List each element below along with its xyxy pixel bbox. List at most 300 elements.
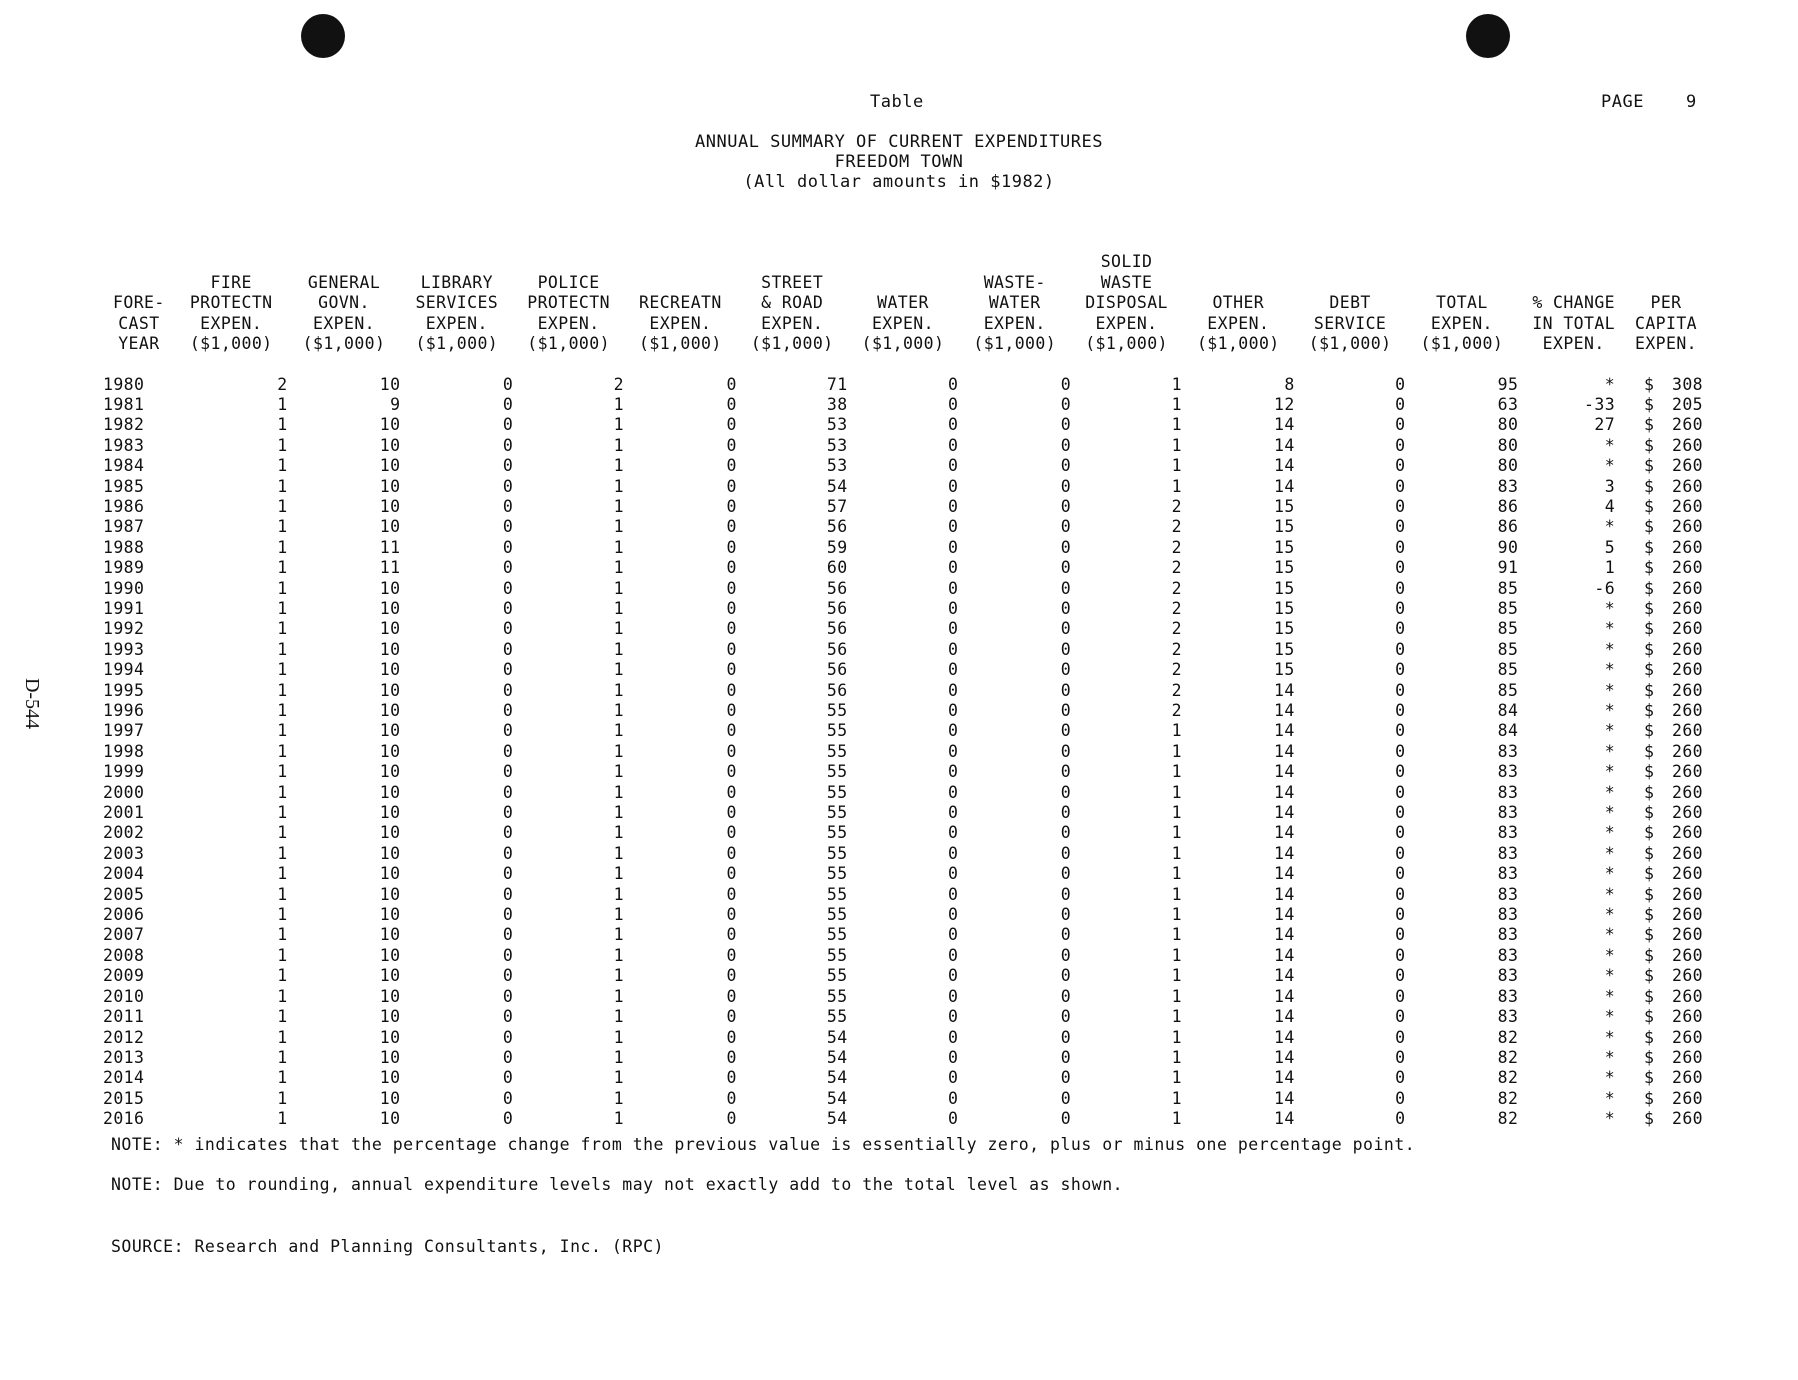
value-cell: 0 xyxy=(502,415,514,435)
value-cell: 0 xyxy=(502,864,514,884)
value-cell: 10 xyxy=(379,680,401,700)
value-cell: 1 xyxy=(277,884,288,904)
value-cell: 0 xyxy=(502,721,514,741)
value-cell: 1 xyxy=(613,639,624,659)
value-cell: 1 xyxy=(613,905,624,925)
value-cell: 56 xyxy=(826,680,848,700)
header-row xyxy=(103,334,1703,375)
value-cell: 15 xyxy=(1274,639,1295,659)
year-cell: 2011 xyxy=(103,1007,145,1027)
value-cell: 0 xyxy=(726,1068,737,1088)
value-cell: 14 xyxy=(1274,925,1295,945)
per-capita-value: 260 xyxy=(1671,619,1703,639)
value-cell: 1 xyxy=(1171,721,1182,741)
value-cell: 10 xyxy=(379,1027,401,1047)
per-capita-cell xyxy=(1629,905,1703,925)
value-cell: 53 xyxy=(826,415,848,435)
value-cell: 11 xyxy=(379,537,401,557)
table-row xyxy=(103,803,1703,823)
table-row xyxy=(103,844,1703,864)
value-cell: 91 xyxy=(1497,558,1519,578)
value-cell: 83 xyxy=(1497,945,1519,965)
value-cell: 83 xyxy=(1497,925,1519,945)
value-cell: 1 xyxy=(613,945,624,965)
value-cell: 0 xyxy=(947,435,959,455)
value-cell: 0 xyxy=(502,905,514,925)
source-line: SOURCE: Research and Planning Consultants, Inc. (RPC) xyxy=(111,1237,664,1256)
value-cell: * xyxy=(1604,782,1616,802)
table-header xyxy=(103,252,1703,375)
table-row xyxy=(103,987,1703,1007)
value-cell: 1 xyxy=(613,1047,624,1067)
column-header-cell: WATER xyxy=(877,293,929,312)
year-cell: 1987 xyxy=(103,517,145,537)
value-cell: 0 xyxy=(1395,945,1406,965)
year-cell: 2013 xyxy=(103,1047,145,1067)
value-cell: 2 xyxy=(1171,598,1182,618)
value-cell: 0 xyxy=(726,394,737,414)
value-cell: 85 xyxy=(1497,680,1519,700)
year-cell: 2009 xyxy=(103,966,145,986)
value-cell: 0 xyxy=(726,823,737,843)
value-cell: 0 xyxy=(1060,537,1072,557)
value-cell: 0 xyxy=(1395,966,1406,986)
per-capita-cell xyxy=(1629,1007,1703,1027)
value-cell: 0 xyxy=(726,619,737,639)
value-cell: 83 xyxy=(1497,762,1519,782)
value-cell: 0 xyxy=(502,701,514,720)
value-cell: 0 xyxy=(947,517,959,537)
value-cell: 83 xyxy=(1497,966,1519,986)
column-header-cell: IN TOTAL xyxy=(1532,313,1616,333)
dollar-sign: $ xyxy=(1643,415,1655,435)
dollar-sign: $ xyxy=(1643,598,1655,618)
value-cell: 10 xyxy=(379,496,401,516)
value-cell: 1 xyxy=(277,1047,288,1067)
value-cell: 1 xyxy=(1171,782,1182,802)
value-cell: 82 xyxy=(1497,1109,1519,1129)
value-cell: 0 xyxy=(1060,1088,1072,1108)
page-label: PAGE xyxy=(1601,92,1644,112)
value-cell: 1 xyxy=(277,843,288,863)
value-cell: 0 xyxy=(502,945,514,965)
dollar-sign: $ xyxy=(1643,1068,1655,1088)
per-capita-cell xyxy=(1629,1089,1703,1109)
dollar-sign: $ xyxy=(1643,721,1655,741)
column-header-cell: ($1,000) xyxy=(861,334,945,353)
value-cell: 86 xyxy=(1497,496,1519,516)
column-header-cell: ($1,000) xyxy=(639,334,722,353)
value-cell: 1 xyxy=(1171,884,1182,904)
table-row xyxy=(103,681,1703,701)
value-cell: 55 xyxy=(826,843,848,863)
value-cell: 8 xyxy=(1284,374,1295,394)
table-row xyxy=(103,966,1703,986)
year-cell: 2004 xyxy=(103,864,145,884)
per-capita-value: 260 xyxy=(1671,966,1703,986)
value-cell: 0 xyxy=(726,1007,737,1027)
value-cell: 0 xyxy=(947,843,959,863)
dollar-sign: $ xyxy=(1643,680,1655,700)
value-cell: 56 xyxy=(826,598,848,618)
value-cell: 1 xyxy=(277,721,288,741)
value-cell: 0 xyxy=(1395,1068,1406,1088)
value-cell: 1 xyxy=(613,680,624,700)
value-cell: 1 xyxy=(277,517,288,537)
value-cell: 10 xyxy=(379,1109,401,1129)
value-cell: 85 xyxy=(1497,639,1519,659)
value-cell: 1 xyxy=(613,782,624,802)
value-cell: 1 xyxy=(613,741,624,761)
value-cell: 0 xyxy=(1060,1068,1072,1088)
value-cell: 0 xyxy=(947,476,959,496)
value-cell: 1 xyxy=(277,1027,288,1047)
value-cell: 0 xyxy=(947,762,959,782)
value-cell: 1 xyxy=(1171,1007,1182,1027)
value-cell: 83 xyxy=(1497,843,1519,863)
column-header-cell: GOVN. xyxy=(318,293,370,312)
value-cell: 55 xyxy=(826,905,848,925)
value-cell: 0 xyxy=(502,762,514,782)
value-cell: 0 xyxy=(726,374,737,394)
year-cell: 2012 xyxy=(103,1027,145,1047)
value-cell: 10 xyxy=(379,762,401,782)
value-cell: 0 xyxy=(1395,1088,1406,1108)
title-line-1: ANNUAL SUMMARY OF CURRENT EXPENDITURES xyxy=(695,132,1103,152)
dollar-sign: $ xyxy=(1643,496,1655,516)
column-header-cell: EXPEN. xyxy=(1635,334,1698,353)
value-cell: 56 xyxy=(826,517,848,537)
value-cell: 0 xyxy=(1060,966,1072,986)
per-capita-cell xyxy=(1629,640,1703,660)
value-cell: 1 xyxy=(613,517,624,537)
per-capita-cell xyxy=(1629,681,1703,701)
value-cell: 0 xyxy=(1395,762,1406,782)
value-cell: 14 xyxy=(1274,843,1295,863)
value-cell: * xyxy=(1604,435,1616,455)
table-row xyxy=(103,1007,1703,1027)
value-cell: 14 xyxy=(1274,415,1295,435)
column-header-cell xyxy=(1629,252,1703,293)
value-cell: 59 xyxy=(826,537,848,557)
table-label: Table xyxy=(870,92,924,112)
value-cell: 10 xyxy=(379,435,401,455)
value-cell: 1 xyxy=(277,762,288,782)
year-cell: 2000 xyxy=(103,782,145,802)
dollar-sign: $ xyxy=(1643,639,1655,659)
table-row xyxy=(103,742,1703,762)
value-cell: 14 xyxy=(1274,741,1295,761)
column-header-cell: SOLID WASTE xyxy=(1100,252,1153,292)
value-cell: 1 xyxy=(1604,558,1616,578)
value-cell: 0 xyxy=(1395,721,1406,741)
value-cell: 1 xyxy=(277,598,288,618)
column-header-cell xyxy=(103,252,175,293)
value-cell: 0 xyxy=(726,782,737,802)
value-cell: 14 xyxy=(1274,966,1295,986)
value-cell: 55 xyxy=(826,782,848,802)
table-row xyxy=(103,1028,1703,1048)
per-capita-cell xyxy=(1629,844,1703,864)
value-cell: 0 xyxy=(947,456,959,476)
value-cell: 1 xyxy=(277,701,288,720)
binder-hole-left-icon xyxy=(301,14,345,58)
value-cell: 1 xyxy=(1171,1027,1182,1047)
value-cell: 80 xyxy=(1497,456,1519,476)
value-cell: 83 xyxy=(1497,476,1519,496)
value-cell: 0 xyxy=(1060,905,1072,925)
value-cell: 0 xyxy=(1395,1047,1406,1067)
dollar-sign: $ xyxy=(1643,1007,1655,1027)
value-cell: 1 xyxy=(277,966,288,986)
value-cell: 82 xyxy=(1497,1027,1519,1047)
column-header-cell: LIBRARY xyxy=(420,272,493,292)
value-cell: 0 xyxy=(947,619,959,639)
value-cell: * xyxy=(1604,1047,1616,1067)
value-cell: 0 xyxy=(502,435,514,455)
value-cell: 27 xyxy=(1594,415,1616,435)
year-cell: 1984 xyxy=(103,456,145,476)
value-cell: 0 xyxy=(502,476,514,496)
value-cell: 10 xyxy=(379,619,401,639)
value-cell: 14 xyxy=(1274,680,1295,700)
column-header-cell: CAST xyxy=(118,313,160,333)
title-block xyxy=(0,132,1798,192)
column-header-cell: ($1,000) xyxy=(415,334,499,353)
value-cell: 1 xyxy=(277,415,288,435)
value-cell: 10 xyxy=(379,864,401,884)
value-cell: 55 xyxy=(826,1007,848,1027)
value-cell: 0 xyxy=(1395,803,1406,823)
value-cell: 1 xyxy=(613,537,624,557)
value-cell: 80 xyxy=(1497,435,1519,455)
value-cell: 1 xyxy=(1171,1047,1182,1067)
value-cell: 0 xyxy=(947,741,959,761)
value-cell: 1 xyxy=(1171,1109,1182,1129)
value-cell: 83 xyxy=(1497,864,1519,884)
per-capita-cell xyxy=(1629,375,1703,395)
value-cell: 82 xyxy=(1497,1088,1519,1108)
value-cell: 0 xyxy=(1395,823,1406,843)
value-cell: 10 xyxy=(379,741,401,761)
value-cell: 0 xyxy=(502,660,514,680)
per-capita-cell xyxy=(1629,864,1703,884)
value-cell: 0 xyxy=(1060,782,1072,802)
per-capita-value: 260 xyxy=(1671,986,1703,1006)
value-cell: 1 xyxy=(277,864,288,884)
value-cell: 86 xyxy=(1497,517,1519,537)
value-cell: 0 xyxy=(1395,435,1406,455)
value-cell: * xyxy=(1604,1088,1616,1108)
year-cell: 2005 xyxy=(103,884,145,904)
header-row xyxy=(103,293,1703,314)
column-header-cell: EXPEN. xyxy=(761,313,824,333)
value-cell: 2 xyxy=(1171,517,1182,537)
value-cell: 0 xyxy=(1395,415,1406,435)
value-cell: 14 xyxy=(1274,803,1295,823)
value-cell: 0 xyxy=(1060,701,1072,720)
value-cell: 1 xyxy=(277,394,288,414)
value-cell: 0 xyxy=(502,619,514,639)
column-header-cell: EXPEN. xyxy=(200,313,263,333)
value-cell: 0 xyxy=(1060,415,1072,435)
value-cell: 2 xyxy=(1171,537,1182,557)
value-cell: 55 xyxy=(826,945,848,965)
value-cell: 1 xyxy=(277,803,288,823)
value-cell: 15 xyxy=(1274,578,1295,598)
value-cell: * xyxy=(1604,456,1616,476)
per-capita-value: 260 xyxy=(1671,496,1703,516)
value-cell: 15 xyxy=(1274,619,1295,639)
year-cell: 2003 xyxy=(103,843,145,863)
value-cell: 1 xyxy=(277,537,288,557)
value-cell: 1 xyxy=(1171,925,1182,945)
value-cell: 0 xyxy=(502,558,514,578)
value-cell: 1 xyxy=(277,660,288,680)
value-cell: 10 xyxy=(379,639,401,659)
dollar-sign: $ xyxy=(1643,741,1655,761)
value-cell: 2 xyxy=(1171,701,1182,720)
value-cell: 0 xyxy=(947,721,959,741)
year-cell: 1996 xyxy=(103,701,145,720)
value-cell: 1 xyxy=(1171,1068,1182,1088)
value-cell: 1 xyxy=(1171,394,1182,414)
column-header-cell: DISPOSAL xyxy=(1085,293,1168,312)
value-cell: 0 xyxy=(502,884,514,904)
value-cell: 10 xyxy=(379,374,401,394)
value-cell: 1 xyxy=(1171,1088,1182,1108)
value-cell: * xyxy=(1604,945,1616,965)
value-cell: 0 xyxy=(502,680,514,700)
value-cell: 56 xyxy=(826,578,848,598)
table-row xyxy=(103,721,1703,741)
column-header-cell: & ROAD xyxy=(761,293,824,312)
table-row xyxy=(103,1048,1703,1068)
value-cell: 0 xyxy=(1060,517,1072,537)
dollar-sign: $ xyxy=(1643,558,1655,578)
table-row xyxy=(103,1068,1703,1088)
value-cell: 12 xyxy=(1274,394,1295,414)
year-cell: 1994 xyxy=(103,660,145,680)
value-cell: 54 xyxy=(826,1068,848,1088)
binder-hole-right-icon xyxy=(1466,14,1510,58)
per-capita-value: 260 xyxy=(1671,680,1703,700)
value-cell: 0 xyxy=(1395,639,1406,659)
per-capita-cell xyxy=(1629,885,1703,905)
value-cell: 0 xyxy=(502,1027,514,1047)
value-cell: 71 xyxy=(826,374,848,394)
per-capita-cell xyxy=(1629,599,1703,619)
dollar-sign: $ xyxy=(1643,517,1655,537)
value-cell: 0 xyxy=(1060,476,1072,496)
column-header-cell: WATER xyxy=(988,293,1041,312)
year-cell: 1985 xyxy=(103,476,145,496)
dollar-sign: $ xyxy=(1643,476,1655,496)
value-cell: 9 xyxy=(390,394,401,414)
value-cell: 0 xyxy=(947,1088,959,1108)
per-capita-cell xyxy=(1629,497,1703,517)
value-cell: 0 xyxy=(502,741,514,761)
per-capita-cell xyxy=(1629,1048,1703,1068)
value-cell: 1 xyxy=(613,823,624,843)
per-capita-value: 260 xyxy=(1671,517,1703,537)
value-cell: 0 xyxy=(502,537,514,557)
column-header-cell: EXPEN. xyxy=(425,313,488,333)
value-cell: 1 xyxy=(613,1007,624,1027)
value-cell: 55 xyxy=(826,762,848,782)
value-cell: 1 xyxy=(277,639,288,659)
column-header-cell: ($1,000) xyxy=(189,334,273,353)
per-capita-cell xyxy=(1629,1109,1703,1129)
value-cell: 10 xyxy=(379,843,401,863)
value-cell: 55 xyxy=(826,966,848,986)
value-cell: 1 xyxy=(277,456,288,476)
value-cell: 55 xyxy=(826,741,848,761)
value-cell: 0 xyxy=(1060,884,1072,904)
value-cell: 0 xyxy=(726,945,737,965)
value-cell: 0 xyxy=(726,1109,737,1129)
value-cell: 0 xyxy=(947,1027,959,1047)
value-cell: 0 xyxy=(1060,619,1072,639)
value-cell: 0 xyxy=(1395,701,1406,720)
per-capita-cell xyxy=(1629,1068,1703,1088)
value-cell: 1 xyxy=(613,415,624,435)
value-cell: 0 xyxy=(1395,905,1406,925)
value-cell: 0 xyxy=(502,966,514,986)
value-cell: 0 xyxy=(1060,986,1072,1006)
title-line-2: FREEDOM TOWN xyxy=(834,152,964,172)
value-cell: 1 xyxy=(1171,864,1182,884)
value-cell: 0 xyxy=(502,639,514,659)
value-cell: 0 xyxy=(1395,782,1406,802)
value-cell: 82 xyxy=(1497,1047,1519,1067)
per-capita-cell xyxy=(1629,925,1703,945)
value-cell: 0 xyxy=(726,578,737,598)
title-line-3: (All dollar amounts in $1982) xyxy=(743,172,1055,192)
dollar-sign: $ xyxy=(1643,762,1655,782)
value-cell: 14 xyxy=(1274,905,1295,925)
value-cell: 55 xyxy=(826,701,848,720)
value-cell: 85 xyxy=(1497,578,1519,598)
value-cell: 1 xyxy=(1171,823,1182,843)
value-cell: 3 xyxy=(1604,476,1616,496)
value-cell: 1 xyxy=(613,558,624,578)
value-cell: 0 xyxy=(502,456,514,476)
column-header-cell: EXPEN. xyxy=(649,313,712,333)
value-cell: 0 xyxy=(1060,496,1072,516)
expenditure-table xyxy=(103,252,1703,1130)
value-cell: 1 xyxy=(613,456,624,476)
value-cell: 10 xyxy=(379,966,401,986)
value-cell: 0 xyxy=(947,394,959,414)
dollar-sign: $ xyxy=(1643,537,1655,557)
value-cell: 14 xyxy=(1274,1027,1295,1047)
note-percentage: NOTE: * indicates that the percentage change from the previous value is essentially zero, plus or minus one percentage point. xyxy=(111,1135,1416,1154)
column-header-cell: GENERAL xyxy=(307,272,381,292)
column-header-cell xyxy=(848,252,959,293)
value-cell: 90 xyxy=(1497,537,1519,557)
value-cell: 0 xyxy=(947,578,959,598)
dollar-sign: $ xyxy=(1643,1027,1655,1047)
value-cell: 0 xyxy=(1395,660,1406,680)
per-capita-value: 260 xyxy=(1671,578,1703,598)
column-header-cell: WASTE- xyxy=(983,272,1046,292)
value-cell: 0 xyxy=(1060,762,1072,782)
value-cell: 15 xyxy=(1274,598,1295,618)
per-capita-value: 260 xyxy=(1671,1068,1703,1088)
value-cell: 1 xyxy=(277,782,288,802)
column-header-cell: OTHER xyxy=(1212,293,1265,312)
